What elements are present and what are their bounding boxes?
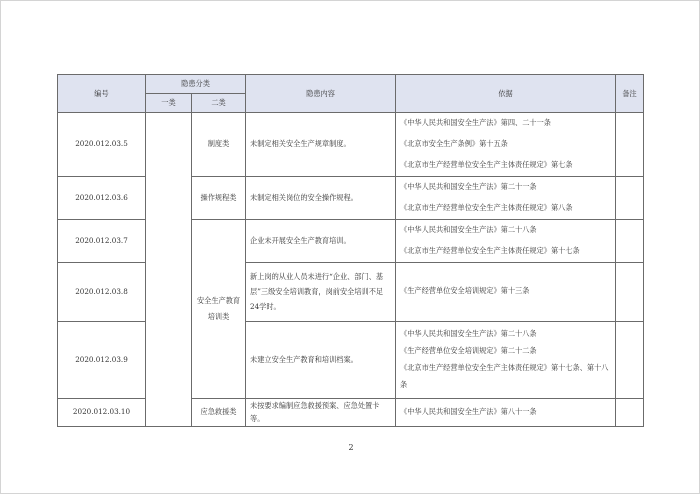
row-content: 未按要求编制应急救援预案、应急处置卡等。 [246,398,396,426]
basis-line: 《北京市生产经营单位安全生产主体责任规定》第十七条、第十八条 [400,362,609,389]
header-basis: 依据 [396,75,616,113]
row-category2-training: 安全生产教育培训类 [192,219,246,398]
row-code: 2020.012.03.8 [58,262,146,321]
row-category2: 应急救援类 [192,398,246,426]
row-remarks [616,262,644,321]
basis-line: 《生产经营单位安全培训规定》第二十二条 [400,345,537,355]
basis-line: 《北京市生产经营单位安全生产主体责任规定》第七条 [400,159,573,169]
row-code: 2020.012.03.5 [58,113,146,177]
table-row [58,321,644,398]
header-category-group: 隐患分类 [146,75,246,94]
row-basis [396,113,616,177]
row-basis [396,321,616,398]
row-remarks [616,176,644,219]
table-row [58,176,644,219]
basis-line: 《中华人民共和国安全生产法》第八十一条 [400,407,537,417]
basis-line: 《生产经营单位安全培训规定》第十三条 [400,286,530,296]
row-basis [396,398,616,426]
row-basis [396,219,616,262]
header-code: 编号 [58,75,146,113]
basis-line: 《中华人民共和国安全生产法》第四、二十一条 [400,118,551,127]
table-row [58,398,644,426]
row-code: 2020.012.03.6 [58,176,146,219]
row-remarks [616,113,644,177]
row-basis [396,262,616,321]
category1-cell [146,113,192,427]
basis-line: 《中华人民共和国安全生产法》第二十八条 [400,328,537,338]
row-content: 新上岗的从业人员未进行“企业、部门、基层”三级安全培训教育，岗前安全培训不足24学时。 [246,262,396,321]
row-category2: 操作规程类 [192,176,246,219]
basis-line: 《中华人民共和国安全生产法》第二十一条 [400,181,537,191]
row-code: 2020.012.03.7 [58,219,146,262]
row-category2: 制度类 [192,113,246,177]
header-remarks: 备注 [616,75,644,113]
basis-line: 《北京市生产经营单位安全生产主体责任规定》第八条 [400,202,573,212]
row-basis [396,176,616,219]
table-row [58,262,644,321]
basis-line: 《北京市安全生产条例》第十五条 [400,138,508,148]
row-content: 企业未开展安全生产教育培训。 [246,219,396,262]
table-row [58,219,644,262]
table-row [58,113,644,177]
basis-line: 《北京市生产经营单位安全生产主体责任规定》第十七条 [400,245,580,255]
hazard-table [57,74,644,427]
row-remarks [616,398,644,426]
row-content: 未制定相关岗位的安全操作规程。 [246,176,396,219]
header-content: 隐患内容 [246,75,396,113]
row-code: 2020.012.03.9 [58,321,146,398]
basis-line: 《中华人民共和国安全生产法》第二十八条 [400,224,537,234]
page-number: 2 [348,443,354,452]
row-remarks [616,219,644,262]
row-content: 未建立安全生产教育和培训档案。 [246,321,396,398]
row-content: 未制定相关安全生产规章制度。 [246,113,396,177]
row-code: 2020.012.03.10 [58,398,146,426]
header-category2: 二类 [192,94,246,113]
header-category1: 一类 [146,94,192,113]
row-remarks [616,321,644,398]
